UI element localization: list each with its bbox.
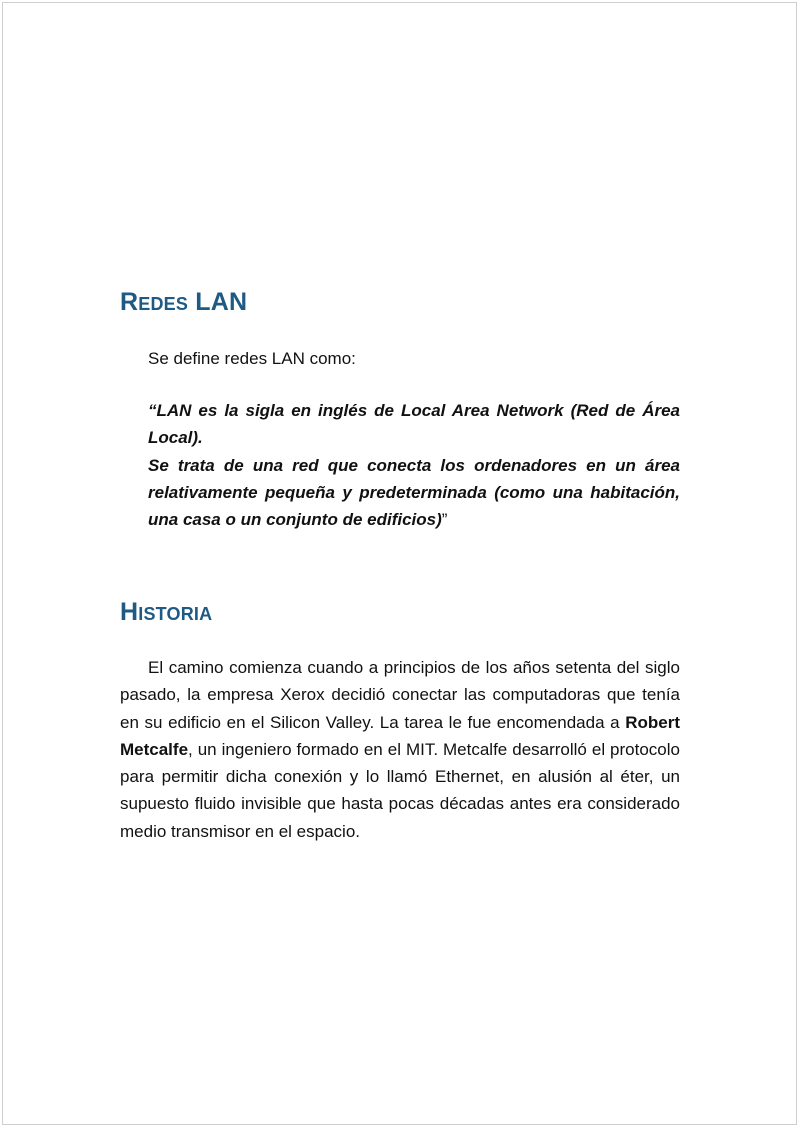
quote-line-1: “LAN es la sigla en inglés de Local Area Network (Red de Área Local).	[148, 401, 680, 448]
heading-redes-lan: Redes LAN	[120, 288, 248, 316]
historia-bold-name: Robert Metcalfe	[120, 712, 680, 759]
definition-quote	[148, 397, 680, 533]
quote-text: Se trata de una red que conecta los ordenadores en un área relativamente pequeña y predeterminada (como una habitación, una casa o un conjunto de edificios)	[148, 455, 680, 530]
quote-line-2	[148, 452, 680, 534]
quote-closing-mark: ”	[441, 510, 448, 530]
heading-historia: Historia	[120, 598, 213, 626]
historia-paragraph	[120, 654, 680, 845]
historia-text-after: , un ingeniero formado en el MIT. Metcalfe desarrolló el protocolo para permitir dicha conexión y lo llamó Ethernet, en alusión al éter, un supuesto fluido invisible que hasta pocas décadas antes era considerado medio transmisor en el espacio.	[120, 739, 680, 841]
intro-text: Se define redes LAN como:	[148, 349, 356, 368]
document-page	[2, 2, 797, 1125]
historia-text-before: El camino comienza cuando a principios de los años setenta del siglo pasado, la empresa Xerox decidió conectar las computadoras que tenía en su edificio en el Silicon Valley. La tarea le fue encomendada a	[120, 658, 680, 732]
